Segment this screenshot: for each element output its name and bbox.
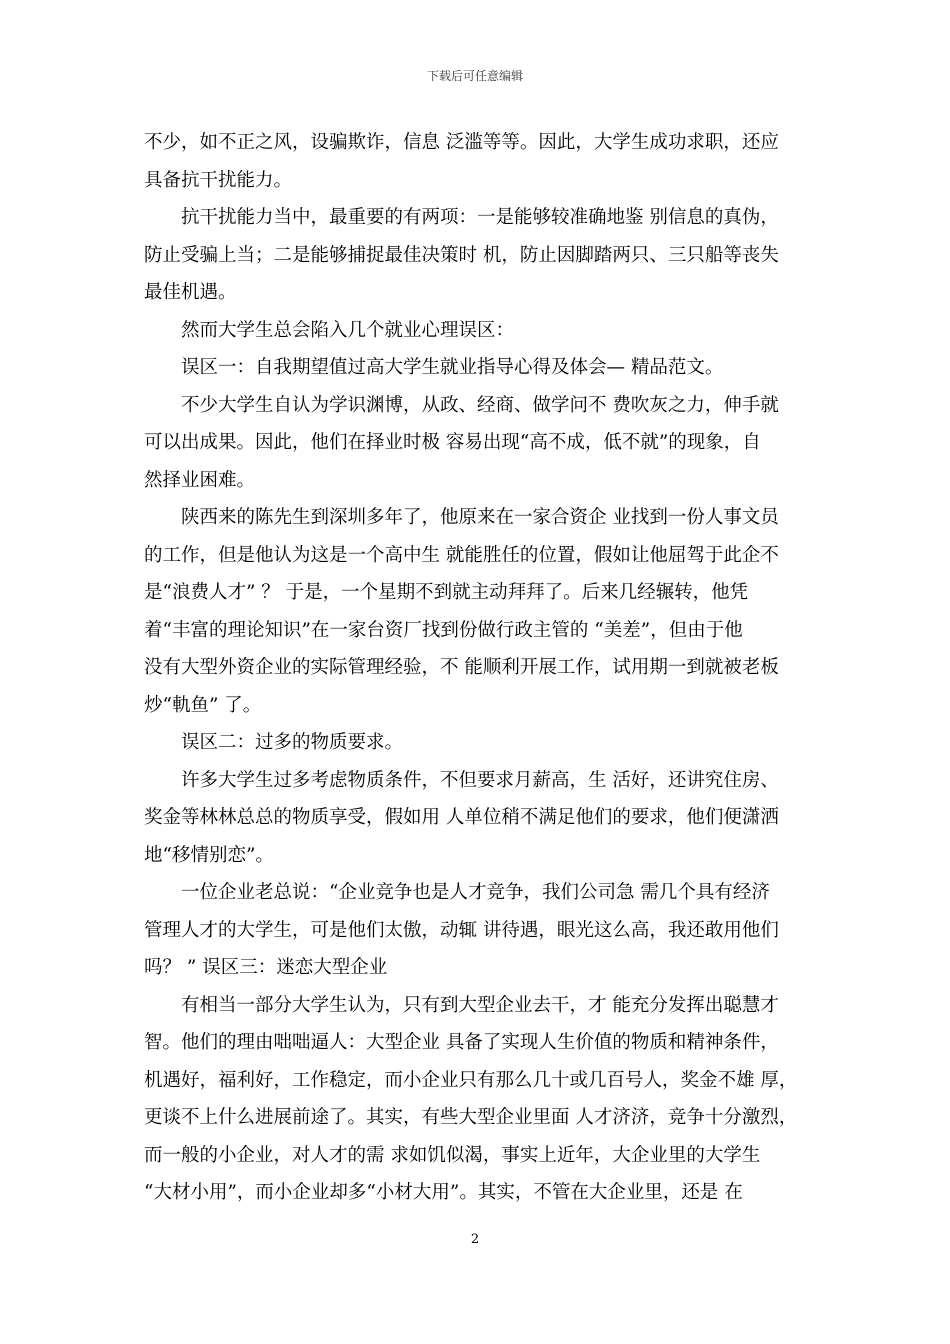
body-line: 具备抗干扰能力。 [144,169,293,191]
body-line: 吗？ ” 误区三：迷恋大型企业 [144,957,388,978]
body-line: 更谈不上什么进展前途了。其实，有些大型企业里面 人才济济，竞争十分激烈， [144,1107,798,1128]
body-line: 是“浪费人才” ？ 于是，一个星期不到就主动拜拜了。后来几经辗转，他凭 [144,582,749,603]
body-line: 许多大学生过多考虑物质条件，不但要求月薪高，生 活好，还讲究住房、 [181,769,779,791]
body-line: 不少，如不正之风，设骗欺诈，信息 泛滥等等。因此，大学生成功求职，还应 [144,132,779,153]
body-line: 有相当一部分大学生认为，只有到大型企业去干，才 能充分发挥出聪慧才 [181,994,779,1016]
body-line: 误区一：自我期望值过高大学生就业指导心得及体会— 精品范文。 [181,357,724,378]
body-line: 机遇好，福利好，工作稳定，而小企业只有那么几十或几百号人，奖金不雄 厚， [144,1069,798,1091]
body-line: “大材小用”，而小企业却多“小材大用”。其实，不管在大企业里，还是 在 [144,1182,743,1203]
body-line: 地“移情别恋”。 [144,844,274,866]
body-line: 然择业困难。 [144,469,256,491]
body-line: 而一般的小企业，对人才的需 求如饥似渴，事实上近年，大企业里的大学生 [144,1144,761,1166]
body-line: 一位企业老总说：“企业竞争也是人才竞争，我们公司急 需几个具有经济 [181,882,770,903]
body-line: 智。他们的理由咄咄逼人：大型企业 具备了实现人生价值的物质和精神条件， [144,1032,779,1053]
body-line: 陕西来的陈先生到深圳多年了，他原来在一家合资企 业找到一份人事文员 [181,507,779,528]
body-line: 抗干扰能力当中，最重要的有两项：一是能够较准确地鉴 别信息的真伪， [181,207,779,228]
body-line: 不少大学生自认为学识渊博，从政、经商、做学问不 费吹灰之力，伸手就 [181,394,779,416]
body-line: 最佳机遇。 [144,282,237,303]
body-line: 奖金等林林总总的物质享受，假如用 人单位稍不满足他们的要求，他们便潇洒 [144,807,779,828]
body-line: 没有大型外资企业的实际管理经验，不 能顺利开展工作，试用期一到就被老板 [144,657,779,678]
body-line: 的工作，但是他认为这是一个高中生 就能胜任的位置，假如让他屈驾于此企不 [144,544,779,566]
document-body [144,124,808,1212]
body-line: 着“丰富的理论知识”在一家台资厂找到份做行政主管的 “美差”，但由于他 [144,619,743,641]
body-line: 然而大学生总会陷入几个就业心理误区： [181,319,515,341]
body-line: 炒“軌鱼” 了。 [144,694,262,716]
page-number: 2 [470,1232,480,1247]
body-line: 可以出成果。因此，他们在择业时极 容易出现“高不成，低不就”的现象，自 [144,432,761,453]
body-line: 防止受骗上当；二是能够捕捉最佳决策时 机，防止因脚踏两只、三只船等丧失 [144,244,779,266]
page-header: 下载后可任意编辑 [426,69,523,83]
body-line: 管理人才的大学生，可是他们太傲，动辄 讲待遇，眼光这么高，我还敢用他们 [144,919,779,941]
body-line: 误区二：过多的物质要求。 [181,732,404,753]
